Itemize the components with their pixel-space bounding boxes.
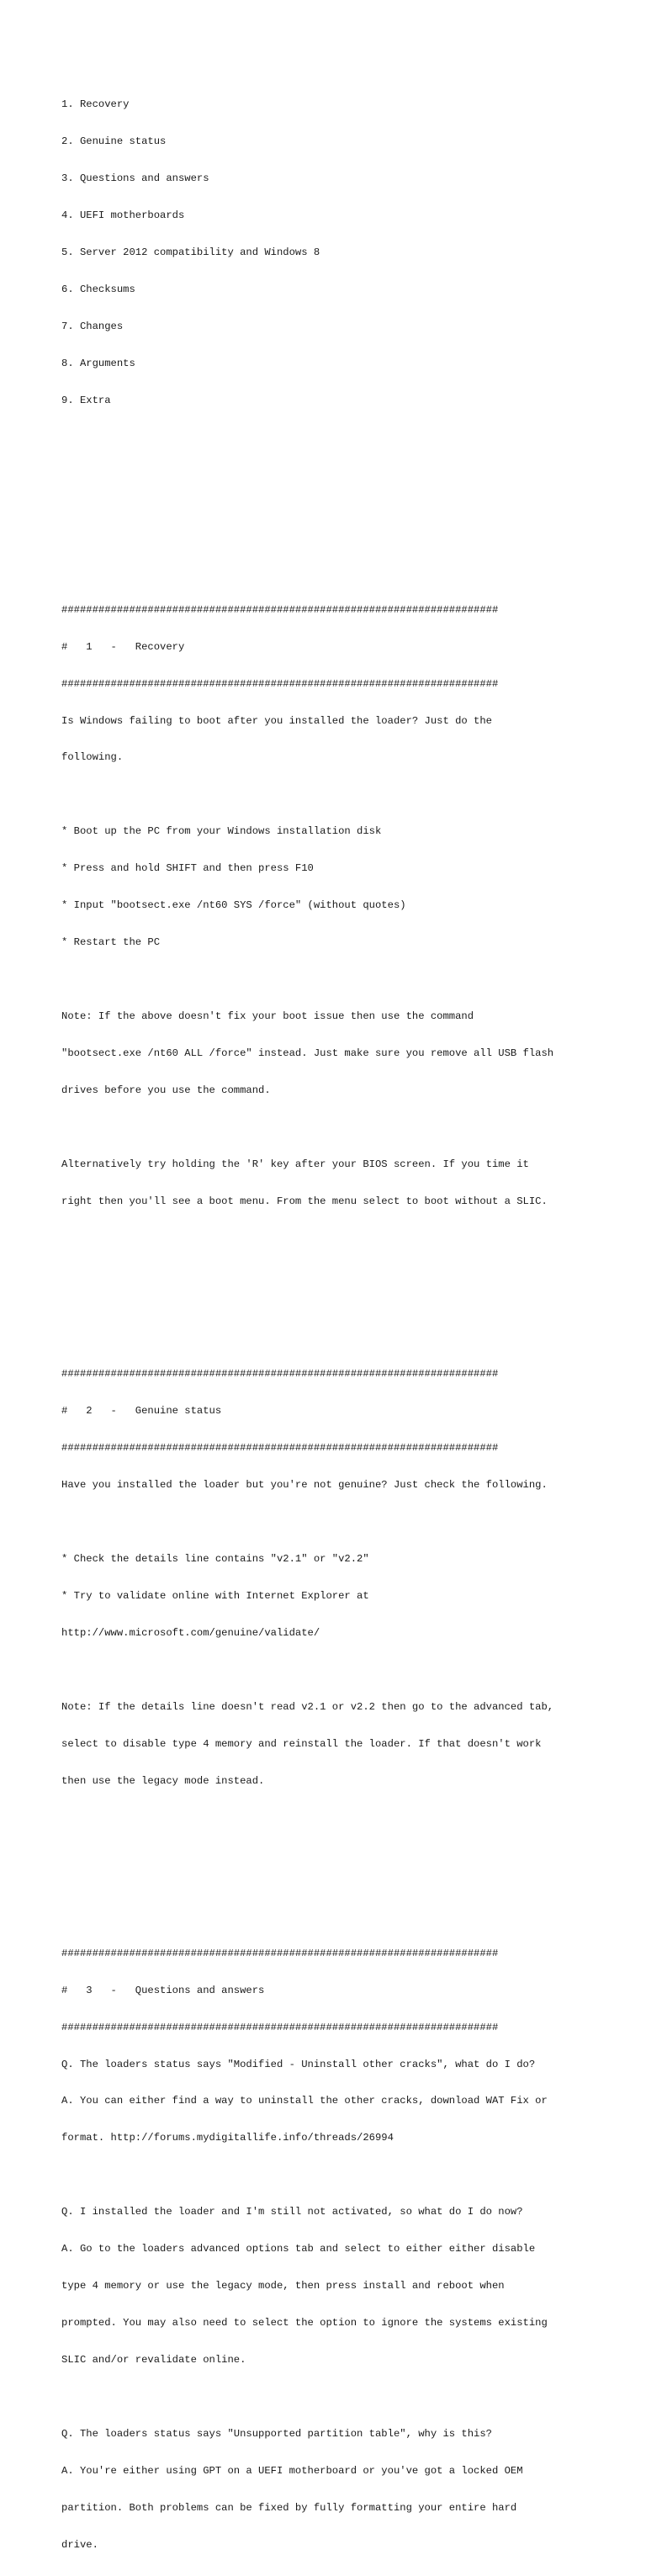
paragraph-line: select to disable type 4 memory and reinstall the loader. If that doesn't work (61, 1737, 542, 1750)
blank-line (61, 505, 600, 517)
paragraph-line: drives before you use the command. (61, 1084, 271, 1097)
blank-line (61, 1121, 600, 1134)
answer-line: prompted. You may also need to select the option to ignore the systems existing (61, 2317, 548, 2330)
url-line: http://www.microsoft.com/genuine/validate/ (61, 1626, 320, 1639)
bullet-item: * Restart the PC (61, 936, 161, 949)
section-heading-recovery: # 1 - Recovery (61, 640, 185, 653)
blank-line (61, 432, 600, 444)
blank-line (61, 973, 600, 986)
toc-item-checksums: 6. Checksums (61, 283, 135, 295)
paragraph-line: right then you'll see a boot menu. From the menu select to boot without a SLIC. (61, 1195, 548, 1207)
paragraph-line: Have you installed the loader but you're not genuine? Just check the following. (61, 1478, 548, 1491)
bullet-item: * Check the details line contains "v2.1" or "v2.2" (61, 1552, 369, 1565)
blank-line (61, 542, 600, 554)
blank-line (61, 1269, 600, 1282)
answer-line: A. Go to the loaders advanced options tab and select to either either disable (61, 2243, 536, 2255)
blank-line (61, 469, 600, 481)
paragraph-line: then use the legacy mode instead. (61, 1774, 265, 1787)
toc-item-uefi-motherboards: 4. UEFI motherboards (61, 209, 185, 221)
separator-line: ####################################################################### (61, 1368, 499, 1381)
toc-item-questions-and-answers: 3. Questions and answers (61, 172, 209, 184)
separator-line: ####################################################################### (61, 677, 499, 690)
toc-item-extra: 9. Extra (61, 394, 111, 406)
toc-item-recovery: 1. Recovery (61, 98, 130, 110)
paragraph-line: Note: If the details line doesn't read v2.1 or v2.2 then go to the advanced tab, (61, 1700, 554, 1713)
blank-line (61, 2391, 600, 2404)
question-line: Q. The loaders status says "Modified - Uninstall other cracks", what do I do? (61, 2058, 536, 2070)
toc-item-genuine-status: 2. Genuine status (61, 135, 167, 147)
paragraph-line: Alternatively try holding the 'R' key after your BIOS screen. If you time it (61, 1158, 529, 1170)
blank-line (61, 788, 600, 801)
separator-line: ####################################################################### (61, 2021, 499, 2033)
question-line: Q. The loaders status says "Unsupported partition table", why is this? (61, 2428, 492, 2441)
answer-line: drive. (61, 2538, 98, 2551)
answer-line: A. You can either find a way to uninstall the other cracks, download WAT Fix or (61, 2095, 548, 2107)
separator-line: ####################################################################### (61, 1441, 499, 1454)
answer-line: format. http://forums.mydigitallife.info/threads/26994 (61, 2132, 394, 2144)
section-heading-genuine-status: # 2 - Genuine status (61, 1405, 222, 1417)
blank-line (61, 1516, 600, 1529)
paragraph-line: "bootsect.exe /nt60 ALL /force" instead. Just make sure you remove all USB flash (61, 1047, 554, 1060)
separator-line: ####################################################################### (61, 1947, 499, 1959)
paragraph-line: following. (61, 751, 124, 764)
paragraph-line: Is Windows failing to boot after you installed the loader? Just do the (61, 714, 492, 727)
blank-line (61, 1307, 600, 1319)
separator-line: ####################################################################### (61, 603, 499, 616)
paragraph-line: Note: If the above doesn't fix your boot issue then use the command (61, 1010, 474, 1023)
readme-text (61, 61, 600, 2576)
blank-line (61, 1811, 600, 1824)
blank-line (61, 1232, 600, 1245)
answer-line: A. You're either using GPT on a UEFI motherboard or you've got a locked OEM (61, 2465, 523, 2477)
toc-item-server-2012: 5. Server 2012 compatibility and Windows 8 (61, 246, 320, 258)
answer-line: SLIC and/or revalidate online. (61, 2354, 246, 2367)
section-heading-questions-and-answers: # 3 - Questions and answers (61, 1984, 265, 1996)
blank-line (61, 2169, 600, 2181)
blank-line (61, 1848, 600, 1861)
bullet-item: * Boot up the PC from your Windows installation disk (61, 825, 382, 838)
bullet-item: * Press and hold SHIFT and then press F10 (61, 862, 314, 875)
question-line: Q. I installed the loader and I'm still not activated, so what do I do now? (61, 2206, 523, 2218)
answer-line: type 4 memory or use the legacy mode, then press install and reboot when (61, 2280, 505, 2292)
toc-item-changes: 7. Changes (61, 320, 124, 332)
bullet-item: * Try to validate online with Internet Explorer at (61, 1589, 369, 1602)
blank-line (61, 1885, 600, 1898)
bullet-item: * Input "bootsect.exe /nt60 SYS /force" (without quotes) (61, 899, 406, 912)
blank-line (61, 1664, 600, 1677)
toc-item-arguments: 8. Arguments (61, 357, 135, 369)
answer-line: partition. Both problems can be fixed by fully formatting your entire hard (61, 2501, 517, 2514)
